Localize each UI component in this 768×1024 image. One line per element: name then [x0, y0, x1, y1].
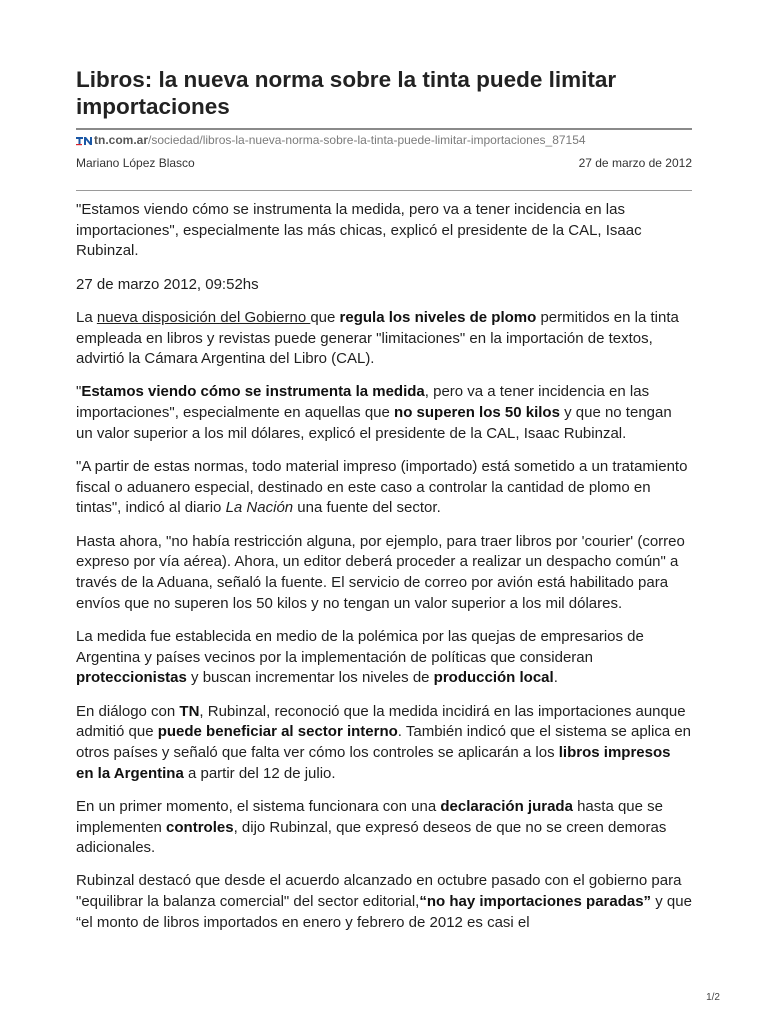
- paragraph: "Estamos viendo cómo se instrumenta la medida, pero va a tener incidencia en las importaciones", especialmente en aquellas que no superen los 50 kilos y que no tengan un valor superior a los mil dólares, explicó el presidente de la CAL, Isaac Rubinzal.: [76, 383, 672, 442]
- publish-date: 27 de marzo de 2012: [578, 156, 692, 170]
- paragraph: Rubinzal destacó que desde el acuerdo alcanzado en octubre pasado con el gobierno para "equilibrar la balanza comercial" del sector editorial,“no hay importaciones paradas” y que “el monto de libros importados en enero y febrero de 2012 es casi el: [76, 872, 692, 931]
- paragraph: "A partir de estas normas, todo material impreso (importado) está sometido a un tratamiento fiscal o aduanero especial, destinado en este caso a controlar la cantidad de plomo en tintas", indicó al diario La Nación una fuente del sector.: [76, 458, 688, 517]
- title-divider: [76, 128, 692, 130]
- gobierno-link[interactable]: nueva disposición del Gobierno: [96, 308, 311, 326]
- meta-divider: [76, 190, 692, 191]
- paragraph: La nueva disposición del Gobierno que regula los niveles de plomo permitidos en la tinta empleada en libros y revistas puede generar "limitaciones" en la importación de textos, advirtió la Cámara Argentina del Libro (CAL).: [76, 308, 679, 368]
- article-body: [76, 200, 692, 946]
- source-domain: tn.com.ar: [94, 133, 149, 147]
- paragraph: La medida fue establecida en medio de la polémica por las quejas de empresarios de Argentina y países vecinos por la implementación de políticas que consideran proteccionistas y buscan incrementar los niveles de producción local.: [76, 627, 644, 687]
- tn-logo-icon: [76, 136, 92, 146]
- paragraph: En diálogo con TN, Rubinzal, reconoció que la medida incidirá en las importaciones aunque admitió que puede beneficiar al sector interno. También indicó que el sistema se aplica en otros países y señaló que falta ver cómo los controles se aplicarán a los libros impresos en la Argentina a partir del 12 de julio.: [76, 702, 692, 782]
- source-line: [76, 132, 692, 148]
- author-name: Mariano López Blasco: [76, 156, 195, 170]
- source-path: /sociedad/libros-la-nueva-norma-sobre-la-tinta-puede-limitar-importaciones_87154: [148, 133, 586, 147]
- paragraph: Hasta ahora, "no había restricción alguna, por ejemplo, para traer libros por 'courier' (correo expreso por vía aérea). Ahora, un editor deberá proceder a realizar un despacho común" a través de la Aduana, señaló la fuente. El servicio de correo por avión está habilitado para envíos que no superen los 50 kilos y no tengan un valor superior a los mil dólares.: [76, 532, 685, 612]
- paragraph-timestamp: 27 de marzo 2012, 09:52hs: [76, 275, 259, 293]
- paragraph-lead: "Estamos viendo cómo se instrumenta la medida, pero va a tener incidencia en las importaciones", especialmente las más chicas, explicó el presidente de la CAL, Isaac Rubinzal.: [76, 201, 642, 260]
- paragraph: En un primer momento, el sistema funcionara con una declaración jurada hasta que se implementen controles, dijo Rubinzal, que expresó deseos de que no se creen demoras adicionales.: [76, 797, 667, 857]
- article-title: Libros: la nueva norma sobre la tinta puede limitar importaciones: [76, 67, 617, 119]
- page-number: 1/2: [706, 992, 720, 1003]
